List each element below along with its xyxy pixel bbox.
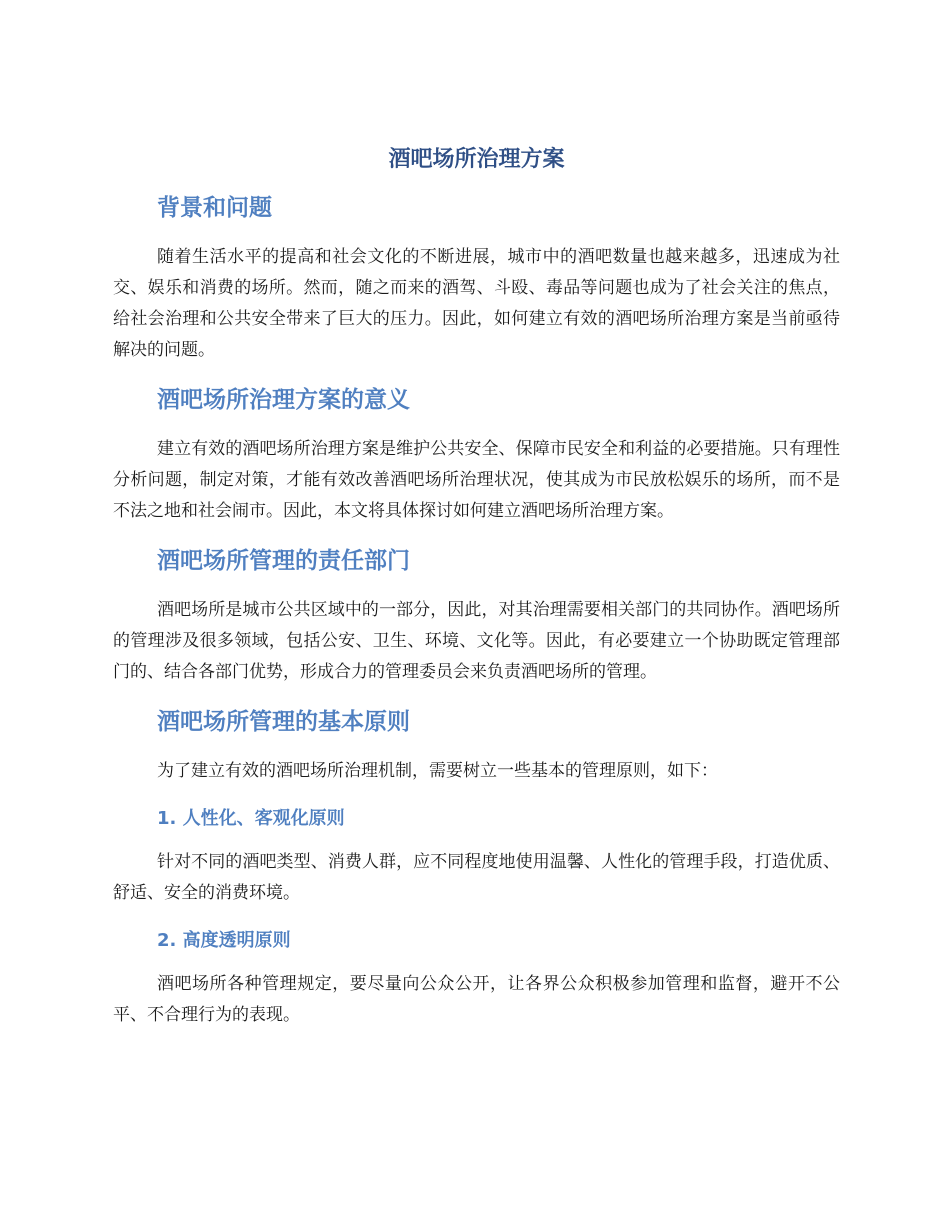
section-paragraph-background: 随着生活水平的提高和社会文化的不断进展，城市中的酒吧数量也越来越多，迅速成为社交、娱乐和消费的场所。然而，随之而来的酒驾、斗殴、毒品等问题也成为了社会关注的焦点，给社会治理和公共安全带来了巨大的压力。因此，如何建立有效的酒吧场所治理方案是当前亟待解决的问题。 bbox=[113, 247, 840, 360]
principle-paragraph-transparency: 酒吧场所各种管理规定，要尽量向公众公开，让各界公众积极参加管理和监督，避开不公平、不合理行为的表现。 bbox=[113, 974, 840, 1025]
section-heading-significance: 酒吧场所治理方案的意义 bbox=[157, 387, 410, 413]
principle-heading-humanized: 1. 人性化、客观化原则 bbox=[157, 808, 345, 829]
section-heading-background: 背景和问题 bbox=[157, 195, 272, 221]
principle-paragraph-humanized: 针对不同的酒吧类型、消费人群，应不同程度地使用温馨、人性化的管理手段，打造优质、舒适、安全的消费环境。 bbox=[113, 852, 840, 903]
section-heading-responsible-departments: 酒吧场所管理的责任部门 bbox=[157, 548, 410, 574]
document-body bbox=[113, 140, 840, 1031]
section-paragraph-basic-principles: 为了建立有效的酒吧场所治理机制，需要树立一些基本的管理原则，如下： bbox=[157, 761, 718, 781]
document-title: 酒吧场所治理方案 bbox=[388, 147, 565, 172]
section-paragraph-responsible-departments: 酒吧场所是城市公共区域中的一部分，因此，对其治理需要相关部门的共同协作。酒吧场所的管理涉及很多领域，包括公安、卫生、环境、文化等。因此，有必要建立一个协助既定管理部门的、结合各部门优势，形成合力的管理委员会来负责酒吧场所的管理。 bbox=[113, 600, 840, 682]
section-paragraph-significance: 建立有效的酒吧场所治理方案是维护公共安全、保障市民安全和利益的必要措施。只有理性分析问题，制定对策，才能有效改善酒吧场所治理状况，使其成为市民放松娱乐的场所，而不是不法之地和社会闹市。因此，本文将具体探讨如何建立酒吧场所治理方案。 bbox=[113, 439, 840, 521]
principle-heading-transparency: 2. 高度透明原则 bbox=[157, 930, 291, 951]
section-heading-basic-principles: 酒吧场所管理的基本原则 bbox=[157, 709, 410, 735]
